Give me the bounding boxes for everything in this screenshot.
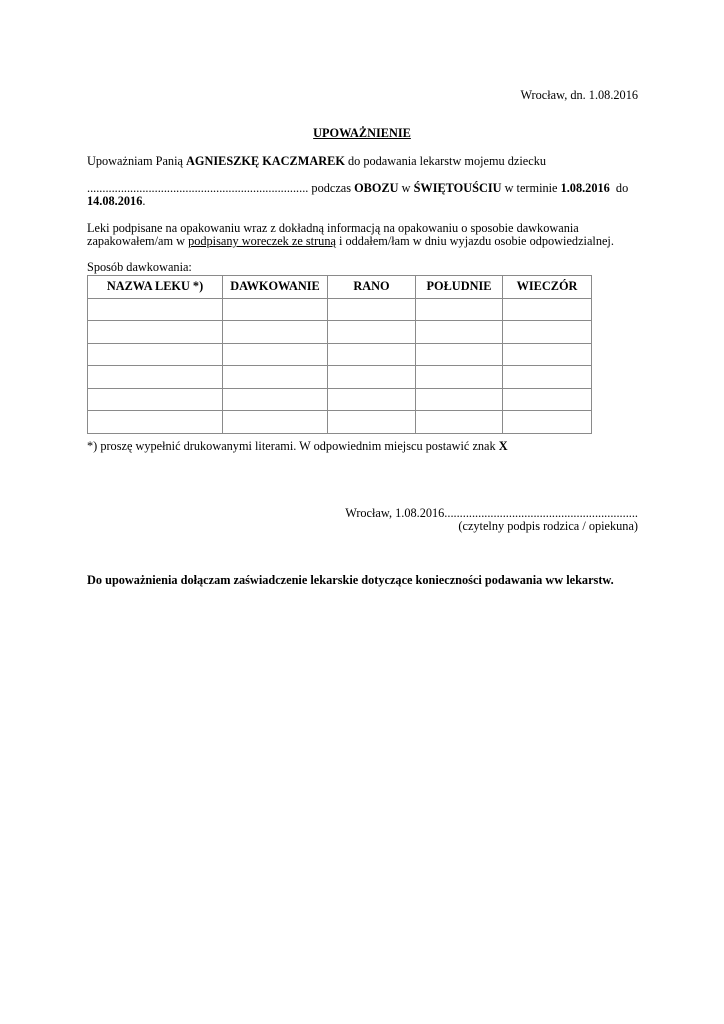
column-header-dosage: DAWKOWANIE [223,276,328,299]
table-cell[interactable] [503,298,592,321]
table-cell[interactable] [88,343,223,366]
column-header-noon: POŁUDNIE [416,276,503,299]
table-cell[interactable] [416,411,503,434]
table-cell[interactable] [223,366,328,389]
table-cell[interactable] [503,366,592,389]
table-row [88,343,592,366]
medication-paragraph-line1: Leki podpisane na opakowaniu wraz z dokładną informacją na opakowaniu o sposobie dawkowania [87,221,579,235]
table-cell[interactable] [223,321,328,344]
closing-statement: Do upoważnienia dołączam zaświadczenie lekarskie dotyczące konieczności podawania ww lekarstw. [87,573,614,587]
table-row [88,388,592,411]
footnote [87,439,508,454]
table-cell[interactable] [88,411,223,434]
table-cell[interactable] [503,321,592,344]
table-cell[interactable] [328,388,416,411]
medication-text-a: zapakowałem/am w [87,234,189,248]
table-cell[interactable] [503,343,592,366]
table-cell[interactable] [88,388,223,411]
medication-paragraph-line2 [87,234,614,249]
place-date: Wrocław, dn. 1.08.2016 [520,88,638,102]
table-cell[interactable] [416,388,503,411]
event-text-1: podczas [308,181,355,195]
table-row [88,298,592,321]
medication-bag-underlined: podpisany woreczek ze struną [188,234,336,248]
event-name: OBOZU [354,181,399,195]
table-cell[interactable] [328,343,416,366]
table-row [88,366,592,389]
event-paragraph [87,181,628,196]
authorization-suffix: do podawania lekarstw mojemu dziecku [344,154,547,168]
table-cell[interactable] [88,321,223,344]
document-title: UPOWAŻNIENIE [313,126,411,140]
table-header-row [88,276,592,299]
table-cell[interactable] [223,388,328,411]
column-header-medicine-name: NAZWA LEKU *) [88,276,223,299]
authorized-person-name: AGNIESZKĘ KACZMAREK [186,154,345,168]
date-from: 1.08.2016 [560,181,610,195]
table-cell[interactable] [416,366,503,389]
event-place: ŚWIĘTOUŚCIU [413,181,502,195]
event-paragraph-continued [87,194,145,209]
table-cell[interactable] [328,366,416,389]
table-cell[interactable] [328,298,416,321]
authorization-paragraph [87,154,546,169]
table-row [88,411,592,434]
column-header-morning: RANO [328,276,416,299]
table-row [88,321,592,344]
table-cell[interactable] [416,298,503,321]
dosage-label: Sposób dawkowania: [87,260,192,274]
table-cell[interactable] [223,411,328,434]
authorization-prefix: Upoważniam Panią [87,154,187,168]
table-cell[interactable] [88,366,223,389]
event-text-4: do [609,181,629,195]
table-cell[interactable] [328,321,416,344]
table-cell[interactable] [416,321,503,344]
table-cell[interactable] [223,298,328,321]
event-paragraph-end: . [142,194,146,208]
date-to: 14.08.2016 [87,194,143,208]
signature-line: Wrocław, 1.08.2016............................................................... [345,506,638,520]
dosage-table [87,275,592,434]
event-text-2: w [398,181,414,195]
table-cell[interactable] [328,411,416,434]
medication-text-b: i oddałem/łam w dniu wyjazdu osobie odpowiedzialnej. [335,234,614,248]
table-cell[interactable] [503,411,592,434]
table-cell[interactable] [503,388,592,411]
footnote-mark: X [498,439,508,453]
table-cell[interactable] [416,343,503,366]
table-cell[interactable] [88,298,223,321]
event-text-3: w terminie [501,181,561,195]
child-name-blank: ........................................................................ [87,181,309,195]
signature-caption: (czytelny podpis rodzica / opiekuna) [458,519,638,533]
column-header-evening: WIECZÓR [503,276,592,299]
footnote-text: *) proszę wypełnić drukowanymi literami. W odpowiednim miejscu postawić znak [87,439,499,453]
table-cell[interactable] [223,343,328,366]
